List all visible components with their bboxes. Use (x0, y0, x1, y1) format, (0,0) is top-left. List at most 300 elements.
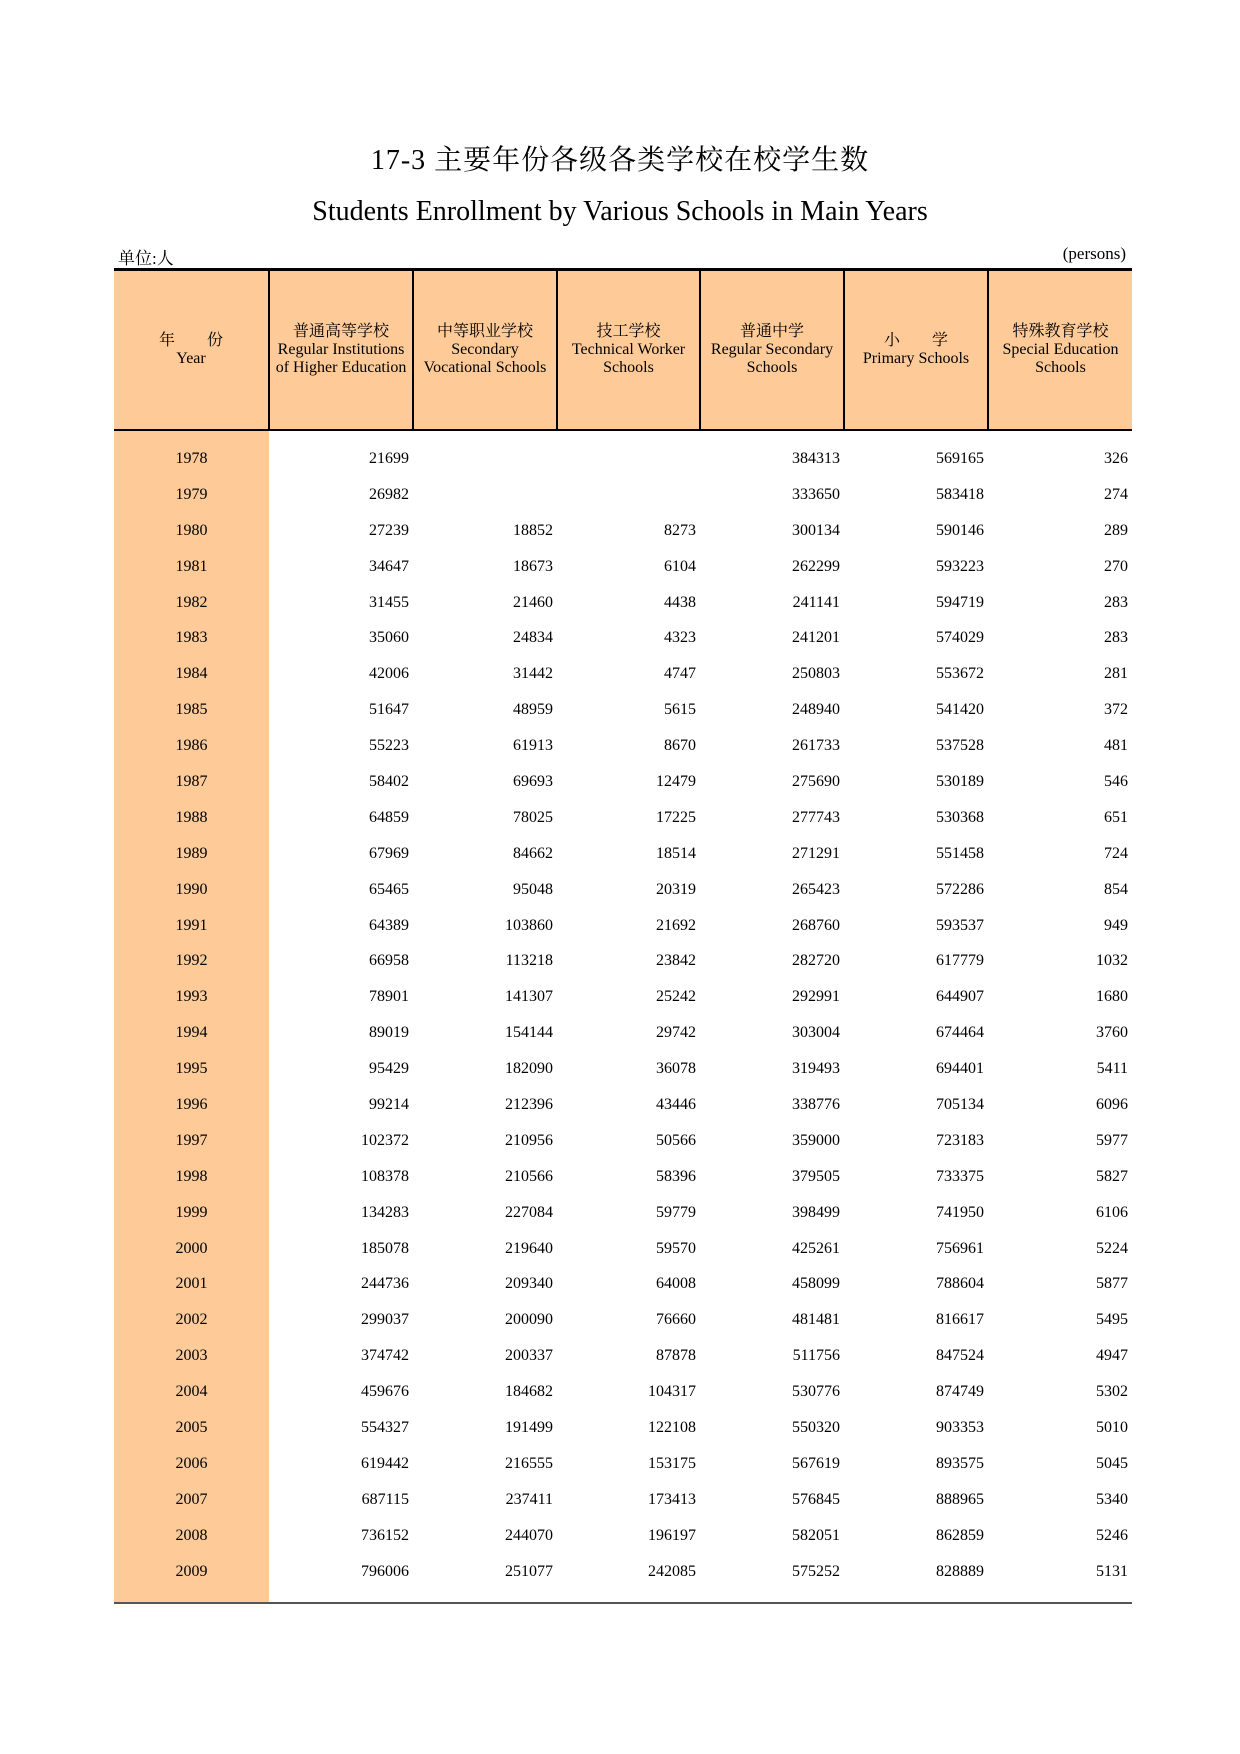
cell-secondary-vocational: 227084 (505, 1203, 553, 1221)
table-row (114, 728, 1132, 764)
enrollment-table-container (114, 268, 1132, 1604)
cell-regular-secondary: 384313 (792, 449, 840, 467)
header-regular-secondary-en: Regular Secondary Schools (710, 341, 834, 376)
cell-year: 2000 (114, 1231, 269, 1267)
cell-year: 1985 (114, 692, 269, 728)
cell-special-education: 949 (1104, 916, 1128, 934)
spacer-cell (700, 430, 844, 441)
cell-higher-education: 58402 (369, 772, 409, 790)
cell-secondary-vocational: 212396 (505, 1095, 553, 1113)
cell-year: 1992 (114, 943, 269, 979)
cell-secondary-vocational: 48959 (513, 701, 553, 719)
cell-primary: 537528 (936, 737, 984, 755)
cell-year: 1984 (114, 656, 269, 692)
cell-higher-education: 26982 (369, 485, 409, 503)
spacer-cell (844, 430, 988, 441)
cell-secondary-vocational: 200337 (505, 1347, 553, 1365)
cell-secondary-vocational: 184682 (505, 1383, 553, 1401)
cell-primary: 569165 (936, 449, 984, 467)
table-row (114, 549, 1132, 585)
header-year-cn: 年 份 (158, 332, 223, 349)
cell-special-education: 283 (1104, 629, 1128, 647)
cell-secondary-vocational (413, 441, 557, 477)
cell-primary: 828889 (936, 1562, 984, 1580)
cell-special-education: 5010 (1096, 1418, 1128, 1436)
cell-technical-worker: 5615 (664, 701, 696, 719)
cell-year: 1989 (114, 836, 269, 872)
cell-special-education: 5877 (1096, 1275, 1128, 1293)
cell-technical-worker: 17225 (656, 808, 696, 826)
cell-technical-worker: 122108 (648, 1418, 696, 1436)
cell-primary: 574029 (936, 629, 984, 647)
cell-primary: 816617 (936, 1311, 984, 1329)
header-higher-education-en: Regular Institutions of Higher Education (275, 341, 407, 376)
cell-special-education: 281 (1104, 665, 1128, 683)
table-row (114, 1015, 1132, 1051)
cell-higher-education: 95429 (369, 1060, 409, 1078)
cell-regular-secondary: 303004 (792, 1024, 840, 1042)
cell-primary: 705134 (936, 1095, 984, 1113)
cell-higher-education: 55223 (369, 737, 409, 755)
unit-label-chinese: 单位:人 (118, 249, 174, 268)
cell-special-education: 5302 (1096, 1383, 1128, 1401)
table-row (114, 585, 1132, 621)
cell-technical-worker: 25242 (656, 988, 696, 1006)
cell-regular-secondary: 277743 (792, 808, 840, 826)
cell-higher-education: 687115 (361, 1490, 409, 1508)
cell-higher-education: 299037 (361, 1311, 409, 1329)
cell-higher-education: 99214 (369, 1095, 409, 1113)
cell-special-education: 5495 (1096, 1311, 1128, 1329)
cell-technical-worker: 59570 (656, 1239, 696, 1257)
cell-special-education: 283 (1104, 593, 1128, 611)
cell-primary: 644907 (936, 988, 984, 1006)
cell-regular-secondary: 262299 (792, 557, 840, 575)
cell-technical-worker: 29742 (656, 1024, 696, 1042)
cell-special-education: 546 (1104, 772, 1128, 790)
header-technical-worker-en: Technical Worker Schools (571, 341, 686, 376)
cell-secondary-vocational: 69693 (513, 772, 553, 790)
cell-year: 2006 (114, 1446, 269, 1482)
cell-regular-secondary: 292991 (792, 988, 840, 1006)
cell-year: 1995 (114, 1051, 269, 1087)
cell-technical-worker: 50566 (656, 1131, 696, 1149)
cell-higher-education: 31455 (369, 593, 409, 611)
cell-regular-secondary: 550320 (792, 1418, 840, 1436)
cell-technical-worker: 76660 (656, 1311, 696, 1329)
cell-year: 2009 (114, 1554, 269, 1590)
table-row (114, 1159, 1132, 1195)
spacer-cell (988, 430, 1132, 441)
cell-year: 1983 (114, 620, 269, 656)
cell-year: 2005 (114, 1410, 269, 1446)
cell-regular-secondary: 319493 (792, 1060, 840, 1078)
cell-higher-education: 42006 (369, 665, 409, 683)
cell-regular-secondary: 300134 (792, 521, 840, 539)
cell-special-education: 5131 (1096, 1562, 1128, 1580)
header-year-en: Year (176, 350, 206, 367)
cell-primary: 674464 (936, 1024, 984, 1042)
cell-technical-worker: 4323 (664, 629, 696, 647)
cell-secondary-vocational: 216555 (505, 1454, 553, 1472)
spacer-cell (413, 430, 557, 441)
cell-year: 2004 (114, 1374, 269, 1410)
cell-higher-education: 67969 (369, 844, 409, 862)
cell-year: 1978 (114, 441, 269, 477)
cell-higher-education: 244736 (361, 1275, 409, 1293)
cell-regular-secondary: 379505 (792, 1167, 840, 1185)
cell-primary: 530189 (936, 772, 984, 790)
table-row (114, 1338, 1132, 1374)
cell-primary: 847524 (936, 1347, 984, 1365)
cell-higher-education: 34647 (369, 557, 409, 575)
spacer-cell (844, 1590, 988, 1603)
cell-technical-worker: 59779 (656, 1203, 696, 1221)
cell-secondary-vocational: 209340 (505, 1275, 553, 1293)
cell-regular-secondary: 582051 (792, 1526, 840, 1544)
cell-regular-secondary: 425261 (792, 1239, 840, 1257)
cell-special-education: 854 (1104, 880, 1128, 898)
cell-higher-education: 35060 (369, 629, 409, 647)
cell-secondary-vocational (413, 477, 557, 513)
cell-regular-secondary: 275690 (792, 772, 840, 790)
cell-secondary-vocational: 113218 (505, 952, 553, 970)
cell-secondary-vocational: 24834 (513, 629, 553, 647)
cell-technical-worker (557, 441, 700, 477)
cell-higher-education: 619442 (361, 1454, 409, 1472)
cell-year: 2008 (114, 1518, 269, 1554)
header-secondary-vocational-en: Secondary Vocational Schools (423, 341, 547, 376)
table-row (114, 1302, 1132, 1338)
table-row (114, 1231, 1132, 1267)
cell-regular-secondary: 575252 (792, 1562, 840, 1580)
cell-technical-worker: 104317 (648, 1383, 696, 1401)
table-row (114, 764, 1132, 800)
cell-primary: 733375 (936, 1167, 984, 1185)
cell-regular-secondary: 359000 (792, 1131, 840, 1149)
cell-special-education: 6106 (1096, 1203, 1128, 1221)
cell-higher-education: 108378 (361, 1167, 409, 1185)
header-secondary-vocational (413, 270, 557, 431)
cell-regular-secondary: 261733 (792, 737, 840, 755)
spacer-cell (557, 430, 700, 441)
table-row (114, 908, 1132, 944)
cell-year: 1980 (114, 513, 269, 549)
cell-secondary-vocational: 78025 (513, 808, 553, 826)
table-row (114, 692, 1132, 728)
cell-regular-secondary: 271291 (792, 844, 840, 862)
cell-regular-secondary: 241141 (792, 593, 840, 611)
cell-primary: 903353 (936, 1418, 984, 1436)
cell-technical-worker: 4747 (664, 665, 696, 683)
unit-label-english: (persons) (1062, 244, 1126, 263)
cell-special-education: 3760 (1096, 1024, 1128, 1042)
header-primary (844, 270, 988, 431)
cell-year: 1987 (114, 764, 269, 800)
cell-year: 1993 (114, 979, 269, 1015)
cell-secondary-vocational: 18852 (513, 521, 553, 539)
cell-regular-secondary: 268760 (792, 916, 840, 934)
cell-higher-education: 89019 (369, 1024, 409, 1042)
cell-regular-secondary: 250803 (792, 665, 840, 683)
cell-special-education: 289 (1104, 521, 1128, 539)
cell-year: 2001 (114, 1266, 269, 1302)
cell-regular-secondary: 567619 (792, 1454, 840, 1472)
cell-higher-education: 459676 (361, 1383, 409, 1401)
cell-year: 1979 (114, 477, 269, 513)
cell-year: 1999 (114, 1195, 269, 1231)
cell-higher-education: 134283 (361, 1203, 409, 1221)
cell-primary: 862859 (936, 1526, 984, 1544)
cell-primary: 788604 (936, 1275, 984, 1293)
cell-primary: 530368 (936, 808, 984, 826)
cell-higher-education: 21699 (369, 449, 409, 467)
cell-special-education: 326 (1104, 449, 1128, 467)
cell-year: 1997 (114, 1123, 269, 1159)
table-row (114, 1554, 1132, 1590)
cell-primary: 583418 (936, 485, 984, 503)
cell-secondary-vocational: 31442 (513, 665, 553, 683)
table-row (114, 477, 1132, 513)
table-body (114, 430, 1132, 1603)
table-row (114, 620, 1132, 656)
table-row (114, 1123, 1132, 1159)
spacer-cell (269, 430, 413, 441)
header-row (114, 270, 1132, 431)
cell-higher-education: 64389 (369, 916, 409, 934)
table-row (114, 943, 1132, 979)
cell-technical-worker: 23842 (656, 952, 696, 970)
cell-primary: 617779 (936, 952, 984, 970)
cell-primary: 694401 (936, 1060, 984, 1078)
cell-higher-education: 65465 (369, 880, 409, 898)
cell-primary: 551458 (936, 844, 984, 862)
cell-higher-education: 554327 (361, 1418, 409, 1436)
cell-primary: 541420 (936, 701, 984, 719)
cell-regular-secondary: 511756 (792, 1347, 840, 1365)
cell-higher-education: 102372 (361, 1131, 409, 1149)
spacer-row (114, 1590, 1132, 1603)
cell-higher-education: 374742 (361, 1347, 409, 1365)
spacer-cell (114, 1590, 269, 1603)
cell-year: 2003 (114, 1338, 269, 1374)
cell-primary: 593223 (936, 557, 984, 575)
cell-regular-secondary: 398499 (792, 1203, 840, 1221)
header-regular-secondary-cn: 普通中学 (739, 323, 804, 340)
cell-secondary-vocational: 219640 (505, 1239, 553, 1257)
cell-secondary-vocational: 154144 (505, 1024, 553, 1042)
cell-year: 1998 (114, 1159, 269, 1195)
table-row (114, 872, 1132, 908)
cell-regular-secondary: 241201 (792, 629, 840, 647)
table-row (114, 1374, 1132, 1410)
cell-technical-worker: 36078 (656, 1060, 696, 1078)
cell-technical-worker: 242085 (648, 1562, 696, 1580)
cell-higher-education: 736152 (361, 1526, 409, 1544)
spacer-cell (988, 1590, 1132, 1603)
cell-secondary-vocational: 244070 (505, 1526, 553, 1544)
cell-special-education: 1680 (1096, 988, 1128, 1006)
cell-special-education: 724 (1104, 844, 1128, 862)
table-row (114, 836, 1132, 872)
cell-year: 1991 (114, 908, 269, 944)
cell-primary: 888965 (936, 1490, 984, 1508)
cell-special-education: 5827 (1096, 1167, 1128, 1185)
cell-technical-worker: 196197 (648, 1526, 696, 1544)
cell-year: 1990 (114, 872, 269, 908)
spacer-row (114, 430, 1132, 441)
cell-year: 1982 (114, 585, 269, 621)
cell-primary: 572286 (936, 880, 984, 898)
cell-secondary-vocational: 191499 (505, 1418, 553, 1436)
header-technical-worker-cn: 技工学校 (596, 323, 661, 340)
cell-year: 1988 (114, 800, 269, 836)
cell-regular-secondary: 338776 (792, 1095, 840, 1113)
cell-year: 2002 (114, 1302, 269, 1338)
cell-special-education: 481 (1104, 737, 1128, 755)
cell-year: 1986 (114, 728, 269, 764)
cell-year: 1981 (114, 549, 269, 585)
cell-secondary-vocational: 251077 (505, 1562, 553, 1580)
cell-special-education: 5977 (1096, 1131, 1128, 1149)
table-row (114, 1518, 1132, 1554)
table-row (114, 1087, 1132, 1123)
header-primary-en: Primary Schools (862, 350, 970, 367)
header-technical-worker (557, 270, 700, 431)
cell-regular-secondary: 530776 (792, 1383, 840, 1401)
cell-special-education: 270 (1104, 557, 1128, 575)
cell-higher-education: 796006 (361, 1562, 409, 1580)
cell-secondary-vocational: 237411 (505, 1490, 553, 1508)
header-year (114, 270, 269, 431)
cell-primary: 593537 (936, 916, 984, 934)
cell-higher-education: 185078 (361, 1239, 409, 1257)
cell-secondary-vocational: 84662 (513, 844, 553, 862)
cell-special-education: 5246 (1096, 1526, 1128, 1544)
cell-primary: 723183 (936, 1131, 984, 1149)
spacer-cell (557, 1590, 700, 1603)
spacer-cell (413, 1590, 557, 1603)
cell-primary: 594719 (936, 593, 984, 611)
cell-technical-worker: 4438 (664, 593, 696, 611)
cell-technical-worker: 87878 (656, 1347, 696, 1365)
table-row (114, 441, 1132, 477)
cell-secondary-vocational: 95048 (513, 880, 553, 898)
cell-special-education: 651 (1104, 808, 1128, 826)
cell-regular-secondary: 458099 (792, 1275, 840, 1293)
cell-primary: 741950 (936, 1203, 984, 1221)
cell-technical-worker: 8670 (664, 737, 696, 755)
cell-technical-worker: 12479 (656, 772, 696, 790)
header-special-education-cn: 特殊教育学校 (1012, 323, 1109, 340)
table-row (114, 979, 1132, 1015)
cell-special-education: 274 (1104, 485, 1128, 503)
table-row (114, 513, 1132, 549)
cell-technical-worker: 20319 (656, 880, 696, 898)
cell-secondary-vocational: 210956 (505, 1131, 553, 1149)
cell-special-education: 4947 (1096, 1347, 1128, 1365)
table-row (114, 1195, 1132, 1231)
cell-higher-education: 66958 (369, 952, 409, 970)
spacer-cell (114, 430, 269, 441)
table-row (114, 1266, 1132, 1302)
cell-secondary-vocational: 141307 (505, 988, 553, 1006)
cell-year: 1996 (114, 1087, 269, 1123)
cell-regular-secondary: 282720 (792, 952, 840, 970)
table-row (114, 1051, 1132, 1087)
header-regular-secondary (700, 270, 844, 431)
cell-year: 2007 (114, 1482, 269, 1518)
cell-higher-education: 51647 (369, 701, 409, 719)
cell-special-education: 5224 (1096, 1239, 1128, 1257)
table-row (114, 656, 1132, 692)
cell-technical-worker: 173413 (648, 1490, 696, 1508)
cell-secondary-vocational: 18673 (513, 557, 553, 575)
cell-technical-worker (557, 477, 700, 513)
cell-regular-secondary: 333650 (792, 485, 840, 503)
enrollment-table (114, 268, 1132, 1604)
header-higher-education-cn: 普通高等学校 (292, 323, 389, 340)
cell-higher-education: 27239 (369, 521, 409, 539)
header-secondary-vocational-cn: 中等职业学校 (436, 323, 533, 340)
spacer-cell (700, 1590, 844, 1603)
cell-primary: 553672 (936, 665, 984, 683)
cell-special-education: 5340 (1096, 1490, 1128, 1508)
cell-primary: 893575 (936, 1454, 984, 1472)
table-header (114, 270, 1132, 431)
header-primary-cn: 小 学 (883, 332, 948, 349)
cell-primary: 756961 (936, 1239, 984, 1257)
cell-year: 1994 (114, 1015, 269, 1051)
cell-special-education: 372 (1104, 701, 1128, 719)
table-row (114, 1482, 1132, 1518)
cell-special-education: 6096 (1096, 1095, 1128, 1113)
table-row (114, 1446, 1132, 1482)
cell-secondary-vocational: 103860 (505, 916, 553, 934)
cell-regular-secondary: 248940 (792, 701, 840, 719)
table-row (114, 800, 1132, 836)
cell-regular-secondary: 576845 (792, 1490, 840, 1508)
cell-technical-worker: 43446 (656, 1095, 696, 1113)
page-title-chinese: 17-3 主要年份各级各类学校在校学生数 (370, 145, 870, 176)
cell-primary: 590146 (936, 521, 984, 539)
cell-special-education: 5411 (1096, 1060, 1128, 1078)
header-special-education-en: Special Education Schools (1002, 341, 1119, 376)
cell-technical-worker: 21692 (656, 916, 696, 934)
header-special-education (988, 270, 1132, 431)
cell-technical-worker: 64008 (656, 1275, 696, 1293)
cell-technical-worker: 18514 (656, 844, 696, 862)
cell-secondary-vocational: 61913 (513, 737, 553, 755)
cell-primary: 874749 (936, 1383, 984, 1401)
spacer-cell (269, 1590, 413, 1603)
cell-higher-education: 64859 (369, 808, 409, 826)
cell-technical-worker: 153175 (648, 1454, 696, 1472)
cell-technical-worker: 8273 (664, 521, 696, 539)
cell-technical-worker: 58396 (656, 1167, 696, 1185)
table-row (114, 1410, 1132, 1446)
cell-special-education: 5045 (1096, 1454, 1128, 1472)
page-title-english: Students Enrollment by Various Schools in Main Years (312, 196, 928, 227)
cell-regular-secondary: 481481 (792, 1311, 840, 1329)
cell-secondary-vocational: 210566 (505, 1167, 553, 1185)
cell-regular-secondary: 265423 (792, 880, 840, 898)
cell-special-education: 1032 (1096, 952, 1128, 970)
cell-secondary-vocational: 200090 (505, 1311, 553, 1329)
cell-higher-education: 78901 (369, 988, 409, 1006)
cell-technical-worker: 6104 (664, 557, 696, 575)
cell-secondary-vocational: 182090 (505, 1060, 553, 1078)
